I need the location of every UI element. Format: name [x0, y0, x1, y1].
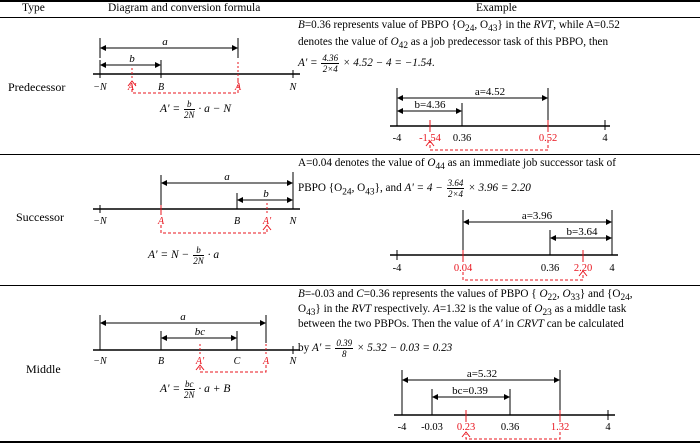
middle-diag-tick-B: B: [157, 356, 165, 367]
middle-formula: A' = $\frac{bc}{2N}$ · a + B: [160, 379, 231, 400]
middle-text-line-4: by A' = $\frac{0.39}{8}$ × 5.32 − 0.03 = 0.23: [298, 338, 453, 359]
predecessor-text-line-2: denotes the value of $O_{42}$ as a job predecessor task of this PBPO, then: [298, 36, 609, 52]
predecessor-ex-tick-1: -1.54: [419, 133, 441, 144]
middle-diag-tick-C: C: [233, 356, 241, 367]
successor-ex-tick-0: -4: [392, 263, 402, 274]
successor-text-line-1: A=0.04 denotes the value of $O_{44}$ as an immediate job successor task of: [298, 157, 616, 173]
header-type: Type: [22, 2, 45, 14]
predecessor-ex-tick-2: 0.36: [452, 133, 472, 144]
predecessor-ex-tick-4: 4: [602, 133, 608, 144]
middle-ex-tick-4: 1.32: [550, 422, 570, 433]
successor-diag-label-b: b: [263, 188, 269, 200]
successor-ex-label-b: b=3.64: [566, 226, 598, 238]
row-rule-2: [0, 285, 700, 286]
predecessor-ex-label-b: b=4.36: [414, 99, 446, 111]
predecessor-ex-tick-3: 0.52: [538, 133, 558, 144]
middle-text-line-2: $O_{43}$} in the RVT respectively. A=1.32 is the value of $O_{23}$ as a middle task: [298, 303, 627, 319]
successor-diag-label-a: a: [224, 171, 230, 183]
predecessor-text-line-1: B=0.36 represents value of PBPO {$O_{24}$, $O_{43}$} in the RVT, while A=0.52: [298, 19, 620, 35]
predecessor-formula: A' = $\frac{b}{2N}$ · a − N: [160, 99, 232, 120]
middle-diag-tick-Aprime: A': [195, 356, 205, 367]
middle-ex-label-a: a=5.32: [466, 368, 498, 380]
row-type-middle: Middle: [26, 362, 61, 376]
middle-text-line-3: between the two PBPOs. Then the value of A' in CRVT can be calculated: [298, 318, 624, 330]
row-type-successor: Successor: [16, 210, 64, 224]
header-diagram: Diagram and conversion formula: [108, 2, 261, 14]
middle-ex-tick-0: -4: [397, 422, 407, 433]
row-rule-1: [0, 154, 700, 155]
successor-ex-tick-3: 2.20: [573, 263, 593, 274]
predecessor-diag-tick-N: N: [289, 82, 297, 93]
middle-diag-tick-N: N: [289, 356, 297, 367]
predecessor-ex-label-a: a=4.52: [474, 86, 506, 98]
middle-ex-tick-2: 0.23: [456, 422, 476, 433]
middle-text-line-1: B=-0.03 and C=0.36 represents the values of PBPO { $O_{22}$, $O_{33}$} and {$O_{24}$,: [298, 288, 633, 304]
middle-diag-tick-A: A: [262, 356, 270, 367]
predecessor-text-line-3: A' = $\frac{4.36}{2\times 4}$ × 4.52 − 4 = −1.54.: [298, 53, 435, 74]
middle-ex-label-bc: bc=0.39: [452, 385, 488, 397]
middle-ex-tick-5: 4: [605, 422, 611, 433]
predecessor-diag-tick-B: B: [157, 82, 165, 93]
top-rule: [0, 0, 700, 2]
middle-ex-tick-1: -0.03: [421, 422, 443, 433]
middle-ex-tick-3: 0.36: [500, 422, 520, 433]
middle-diag-tick-minusN: −N: [93, 356, 107, 367]
predecessor-diag-tick-A: A: [234, 82, 242, 93]
successor-diag-tick-minusN: −N: [93, 216, 107, 227]
predecessor-ex-tick-0: -4: [392, 133, 402, 144]
predecessor-diag-label-a: a: [162, 36, 168, 48]
successor-ex-tick-2: 0.36: [540, 263, 560, 274]
header-rule: [0, 17, 700, 18]
successor-ex-tick-4: 4: [609, 263, 615, 274]
row-type-predecessor: Predecessor: [8, 80, 66, 94]
successor-diag-tick-B: B: [233, 216, 241, 227]
header-example: Example: [476, 2, 517, 14]
predecessor-diag-label-b: b: [129, 53, 135, 65]
middle-diag-label-a: a: [180, 311, 186, 323]
successor-diag-tick-Aprime: A': [262, 216, 272, 227]
bottom-rule: [0, 441, 700, 443]
successor-ex-label-a: a=3.96: [521, 210, 553, 222]
successor-text-line-2: PBPO {$O_{24}$, $O_{43}$}, and A' = 4 − $\frac{3.64}{2\times 4}$ × 3.96 = 2.20: [298, 178, 531, 199]
successor-formula: A' = N − $\frac{b}{2N}$ · a: [148, 245, 220, 266]
predecessor-diag-tick-minusN: −N: [93, 82, 107, 93]
predecessor-diag-tick-Aprime: A': [127, 82, 137, 93]
middle-diag-label-bc: bc: [194, 326, 206, 338]
successor-ex-tick-1: 0.04: [453, 263, 473, 274]
successor-diag-tick-N: N: [289, 216, 297, 227]
successor-diag-tick-A: A: [157, 216, 165, 227]
